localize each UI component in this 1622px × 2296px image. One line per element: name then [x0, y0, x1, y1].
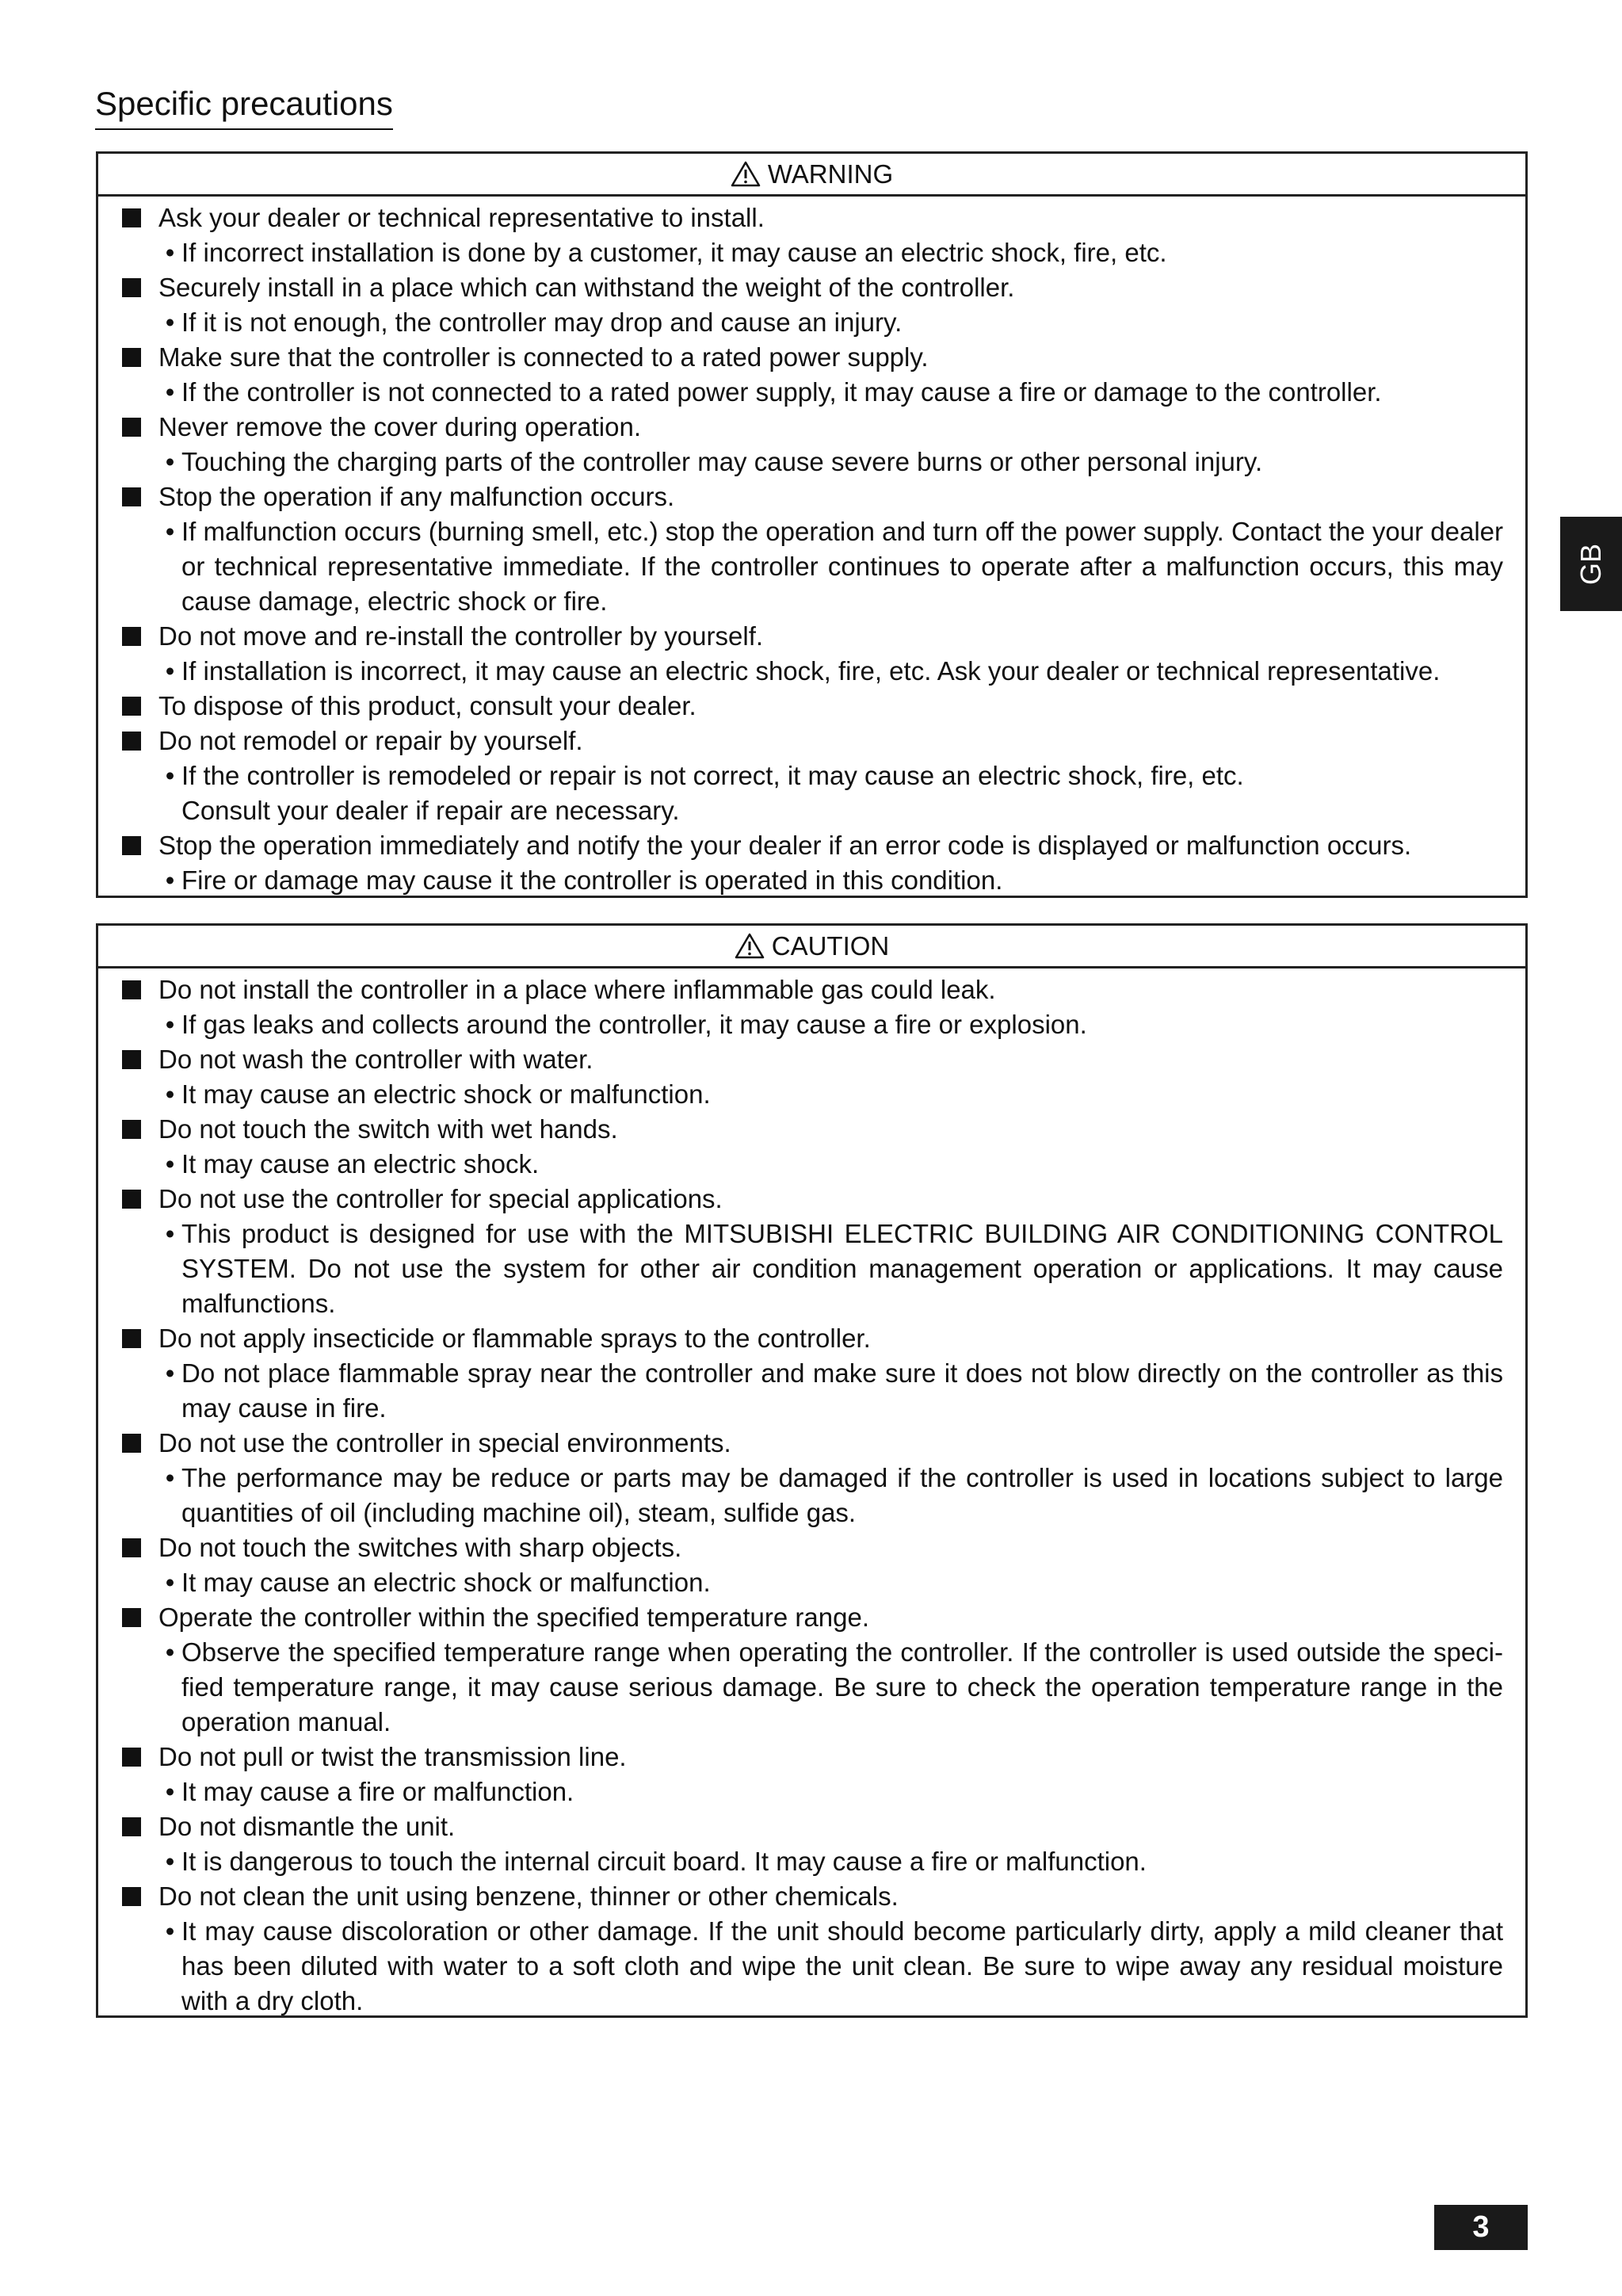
- precaution-detail: [120, 1077, 1503, 1112]
- square-bullet-icon: [122, 1887, 141, 1906]
- item-text: Stop the operation if any malfunction occurs.: [158, 482, 675, 511]
- precaution-detail: [120, 1147, 1503, 1182]
- item-text: It may cause an electric shock or malfunction.: [181, 1568, 711, 1597]
- item-text: Securely install in a place which can withstand the weight of the controller.: [158, 273, 1015, 302]
- precaution-item: [120, 1426, 1503, 1461]
- dot-bullet-icon: •: [165, 238, 175, 267]
- language-tab: [1560, 517, 1622, 611]
- precaution-item: [120, 1879, 1503, 1914]
- square-bullet-icon: [122, 1329, 141, 1348]
- dot-bullet-icon: •: [165, 1219, 175, 1248]
- square-bullet-icon: [122, 627, 141, 646]
- dot-bullet-icon: •: [165, 656, 175, 686]
- item-text: It is dangerous to touch the internal circuit board. It may cause a fire or malfunction.: [181, 1847, 1147, 1876]
- item-text: If malfunction occurs (burning smell, etc.) stop the operation and turn off the power supply. Contact the your dealer or technical representative immediate. If the controller continues to operate after a malfunction occurs, this may cause damage, electric shock or fire.: [181, 517, 1504, 616]
- item-text: Do not clean the unit using benzene, thinner or other chemicals.: [158, 1881, 899, 1911]
- precaution-detail: [120, 514, 1503, 619]
- item-text: It may cause discoloration or other damage. If the unit should become particularly dirty, apply a mild cleaner that has been diluted with water to a soft cloth and wipe the unit clean. Be sure to wipe away any residual moisture with a dry cloth.: [181, 1916, 1503, 2015]
- square-bullet-icon: [122, 487, 141, 506]
- precaution-detail: [120, 654, 1503, 689]
- warning-triangle-icon: [731, 161, 761, 187]
- precaution-item: [120, 1112, 1503, 1147]
- precaution-detail: [120, 1461, 1503, 1530]
- item-text: Do not touch the switches with sharp objects.: [158, 1533, 682, 1562]
- item-text: Do not use the controller for special applications.: [158, 1184, 723, 1213]
- item-text: Make sure that the controller is connected to a rated power supply.: [158, 342, 929, 372]
- item-text: Never remove the cover during operation.: [158, 412, 641, 441]
- item-text: Ask your dealer or technical representative to install.: [158, 203, 765, 232]
- page-title: Specific precautions: [95, 81, 393, 130]
- item-text: Do not place flammable spray near the controller and make sure it does not blow directly on the controller as this may cause in fire.: [181, 1358, 1503, 1423]
- item-text: Touching the charging parts of the controller may cause severe burns or other personal injury.: [181, 447, 1263, 476]
- warning-header-label: WARNING: [767, 159, 894, 189]
- warning-header: [98, 154, 1525, 197]
- caution-box: [96, 923, 1528, 2018]
- precaution-detail: [120, 863, 1503, 898]
- item-text: Do not touch the switch with wet hands.: [158, 1114, 618, 1144]
- dot-bullet-icon: •: [165, 865, 175, 895]
- item-text: To dispose of this product, consult your dealer.: [158, 691, 697, 720]
- warning-box: [96, 151, 1528, 898]
- dot-bullet-icon: •: [165, 1916, 175, 1946]
- square-bullet-icon: [122, 348, 141, 367]
- precaution-item: [120, 689, 1503, 724]
- page-number: 3: [1434, 2205, 1528, 2250]
- dot-bullet-icon: •: [165, 1079, 175, 1109]
- item-text: The performance may be reduce or parts may be damaged if the controller is used in locations subject to large quantities of oil (including machine oil), steam, sulfide gas.: [181, 1463, 1503, 1527]
- square-bullet-icon: [122, 980, 141, 999]
- dot-bullet-icon: •: [165, 1637, 175, 1667]
- item-text: Do not install the controller in a place where inflammable gas could leak.: [158, 975, 996, 1004]
- precaution-detail: [120, 235, 1503, 270]
- item-text: If the controller is not connected to a rated power supply, it may cause a fire or damage to the controller.: [181, 377, 1382, 407]
- precaution-item: [120, 1740, 1503, 1775]
- item-text: Do not pull or twist the transmission line.: [158, 1742, 627, 1771]
- dot-bullet-icon: [158, 793, 181, 828]
- caution-header-label: CAUTION: [771, 930, 890, 961]
- square-bullet-icon: [122, 1120, 141, 1139]
- square-bullet-icon: [122, 1538, 141, 1557]
- item-text: It may cause a fire or malfunction.: [181, 1777, 574, 1806]
- item-text: Operate the controller within the specified temperature range.: [158, 1603, 869, 1632]
- square-bullet-icon: [122, 1817, 141, 1836]
- precaution-detail: [120, 758, 1503, 793]
- dot-bullet-icon: •: [165, 447, 175, 476]
- item-text: It may cause an electric shock.: [181, 1149, 540, 1179]
- item-text: Do not wash the controller with water.: [158, 1045, 593, 1074]
- caution-header: [98, 926, 1525, 968]
- precaution-detail: [120, 1007, 1503, 1042]
- precaution-detail: [120, 1844, 1503, 1879]
- dot-bullet-icon: •: [165, 1463, 175, 1492]
- precaution-detail: [120, 1775, 1503, 1809]
- square-bullet-icon: [122, 697, 141, 716]
- item-text: Observe the specified temperature range when operating the controller. If the controller is used outside the speci-fied temperature range, it may cause serious damage. Be sure to check the operation temperature range in the operation manual.: [181, 1637, 1503, 1736]
- dot-bullet-icon: •: [165, 1010, 175, 1039]
- precaution-item: [120, 1530, 1503, 1565]
- caution-triangle-icon: [735, 933, 765, 959]
- square-bullet-icon: [122, 208, 141, 227]
- dot-bullet-icon: •: [165, 308, 175, 337]
- dot-bullet-icon: •: [165, 1358, 175, 1388]
- dot-bullet-icon: •: [165, 1847, 175, 1876]
- dot-bullet-icon: •: [165, 1149, 175, 1179]
- precaution-detail: [120, 1635, 1503, 1740]
- square-bullet-icon: [122, 1608, 141, 1627]
- dot-bullet-icon: •: [165, 377, 175, 407]
- square-bullet-icon: [122, 1748, 141, 1767]
- precaution-item: [120, 340, 1503, 375]
- dot-bullet-icon: •: [165, 1568, 175, 1597]
- item-text: Do not move and re-install the controller by yourself.: [158, 621, 764, 651]
- precaution-item: [120, 1600, 1503, 1635]
- square-bullet-icon: [122, 732, 141, 751]
- item-text: Do not apply insecticide or flammable sprays to the controller.: [158, 1324, 871, 1353]
- square-bullet-icon: [122, 1434, 141, 1453]
- item-text: If incorrect installation is done by a customer, it may cause an electric shock, fire, etc.: [181, 238, 1167, 267]
- item-text: Stop the operation immediately and notify the your dealer if an error code is displayed or malfunction occurs.: [158, 831, 1412, 860]
- precaution-detail: [120, 375, 1503, 410]
- item-text: It may cause an electric shock or malfunction.: [181, 1079, 711, 1109]
- caution-items: [98, 968, 1525, 2019]
- precaution-detail: [120, 305, 1503, 340]
- item-text: If installation is incorrect, it may cause an electric shock, fire, etc. Ask your dealer or technical representative.: [181, 656, 1441, 686]
- item-text: Do not dismantle the unit.: [158, 1812, 456, 1841]
- precaution-item: [120, 828, 1503, 863]
- precaution-item: [120, 1809, 1503, 1844]
- precaution-item: [120, 619, 1503, 654]
- precaution-detail: [120, 445, 1503, 479]
- precaution-item: [120, 1042, 1503, 1077]
- precaution-detail: [120, 1565, 1503, 1600]
- item-text: Do not use the controller in special environments.: [158, 1428, 731, 1457]
- square-bullet-icon: [122, 1050, 141, 1069]
- precaution-item: [120, 410, 1503, 445]
- item-text: If it is not enough, the controller may drop and cause an injury.: [181, 308, 903, 337]
- warning-items: [98, 197, 1525, 898]
- dot-bullet-icon: •: [165, 761, 175, 790]
- precaution-item: [120, 270, 1503, 305]
- square-bullet-icon: [122, 836, 141, 855]
- square-bullet-icon: [122, 278, 141, 297]
- item-text: If gas leaks and collects around the controller, it may cause a fire or explosion.: [181, 1010, 1087, 1039]
- language-tab-label: GB: [1574, 543, 1607, 585]
- dot-bullet-icon: •: [165, 1777, 175, 1806]
- precaution-detail: [120, 1217, 1503, 1321]
- precaution-detail: [120, 793, 1503, 828]
- item-text: Consult your dealer if repair are necessary.: [181, 796, 680, 825]
- item-text: If the controller is remodeled or repair is not correct, it may cause an electric shock, fire, etc.: [181, 761, 1244, 790]
- square-bullet-icon: [122, 1190, 141, 1209]
- precaution-detail: [120, 1356, 1503, 1426]
- precaution-item: [120, 972, 1503, 1007]
- square-bullet-icon: [122, 418, 141, 437]
- precaution-item: [120, 724, 1503, 758]
- precaution-item: [120, 1321, 1503, 1356]
- item-text: Fire or damage may cause it the controller is operated in this condition.: [181, 865, 1003, 895]
- item-text: This product is designed for use with the MITSUBISHI ELECTRIC BUILDING AIR CONDITIONING CONTROL SYSTEM. Do not use the system for other air condition management operation or applications. It may cause malfunctions.: [181, 1219, 1503, 1318]
- precaution-detail: [120, 1914, 1503, 2019]
- precaution-item: [120, 201, 1503, 235]
- precaution-item: [120, 1182, 1503, 1217]
- dot-bullet-icon: •: [165, 517, 175, 546]
- precaution-item: [120, 479, 1503, 514]
- item-text: Do not remodel or repair by yourself.: [158, 726, 583, 755]
